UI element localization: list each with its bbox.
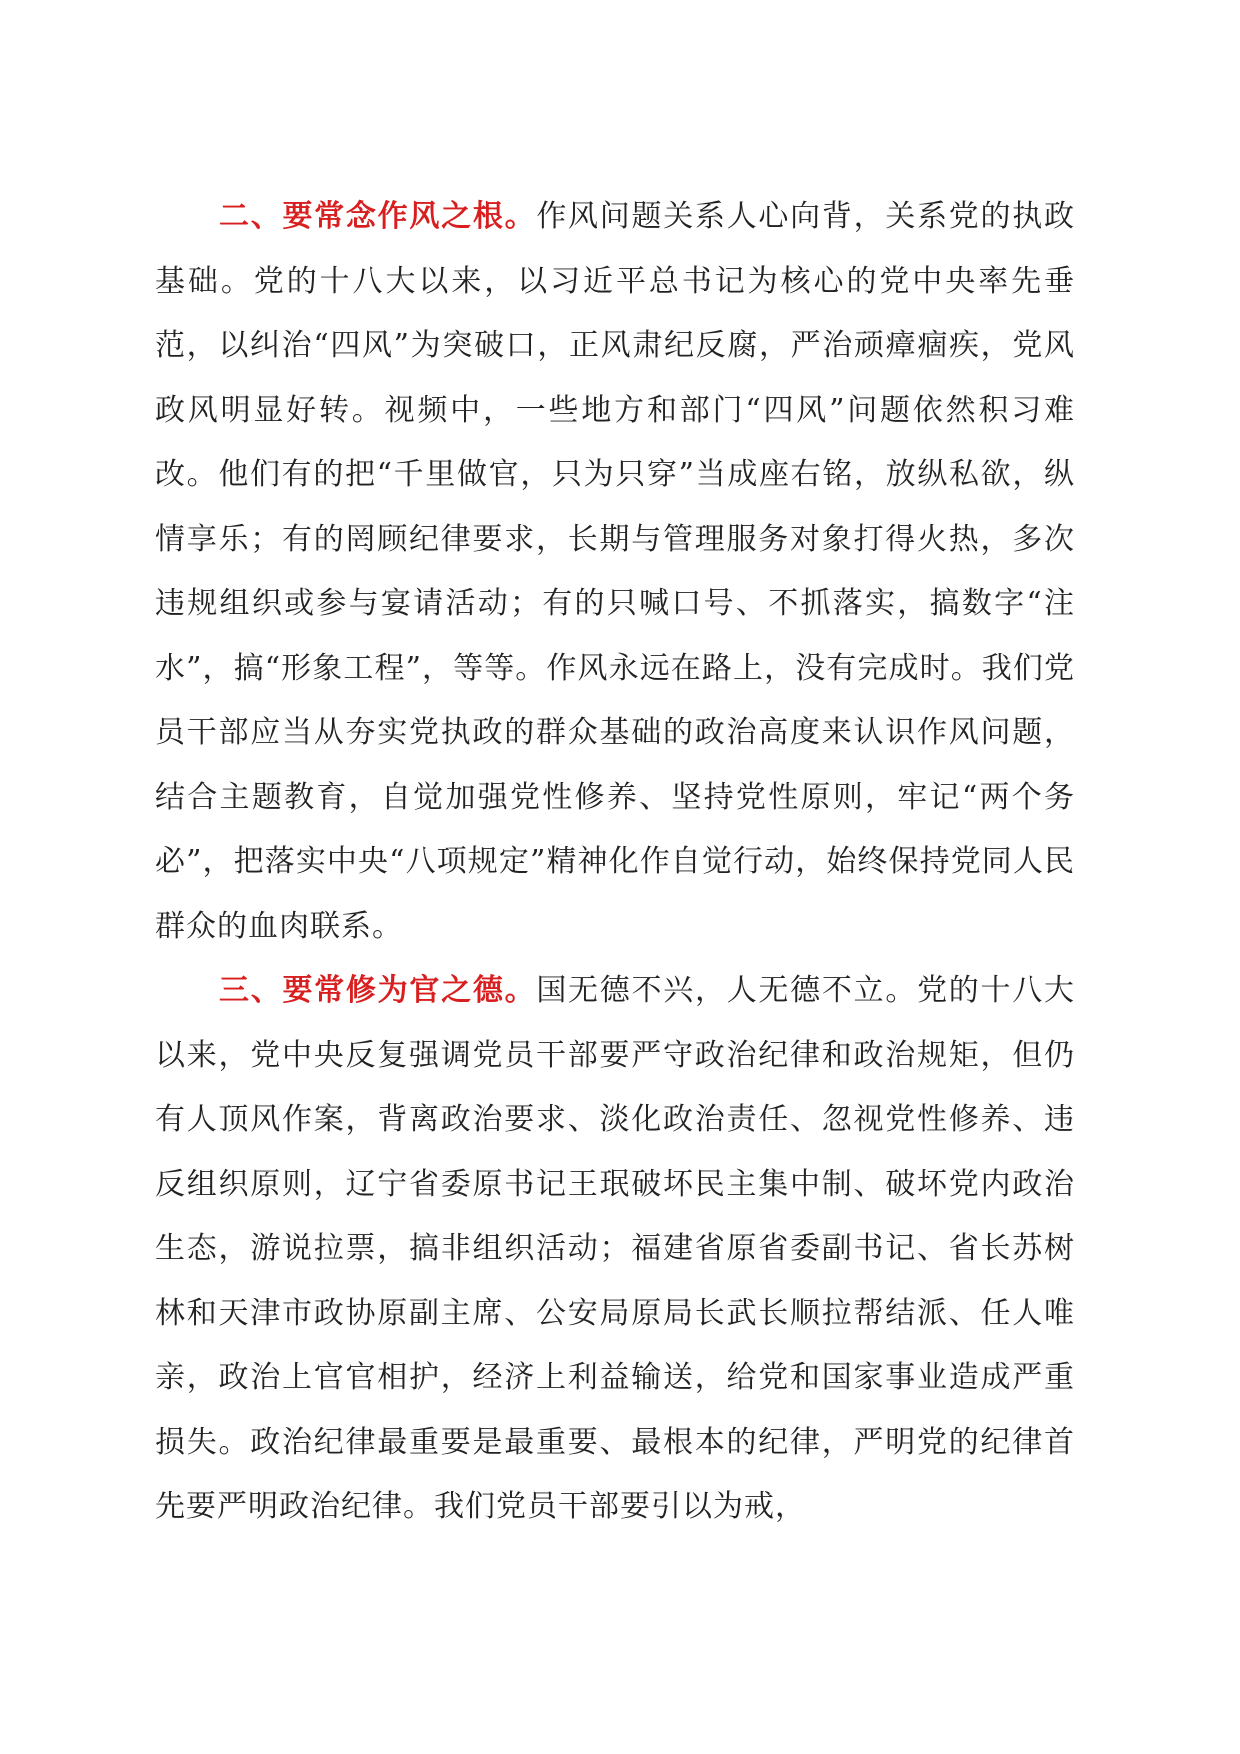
paragraph-heading: 三、要常修为官之德。 [219,973,537,1008]
paragraph-text: 作风问题关系人心向背，关系党的执政基础。党的十八大以来，以习近平总书记为核心的党中央率先垂范，以纠治“四风”为突破口，正风肃纪反腐，严治顽瘴痼疾，党风政风明显好转。视频中，一些地方和部门“四风”问题依然积习难改。他们有的把“千里做官，只为只穿”当成座右铭，放纵私欲，纵情享乐；有的罔顾纪律要求，长期与管理服务对象打得火热，多次违规组织或参与宴请活动；有的只喊口号、不抓落实，搞数字“注水”，搞“形象工程”，等等。作风永远在路上，没有完成时。我们党员干部应当从夯实党执政的群众基础的政治高度来认识作风问题，结合主题教育，自觉加强党性修养、坚持党性原则，牢记“两个务必”，把落实中央“八项规定”精神化作自觉行动，始终保持党同人民群众的血肉联系。 [155,199,1076,944]
paragraph-heading: 二、要常念作风之根。 [219,199,537,234]
document-body [155,185,1075,1540]
paragraph-zuofeng [155,185,1075,959]
paragraph-text: 国无德不兴，人无德不立。党的十八大以来，党中央反复强调党员干部要严守政治纪律和政治规矩，但仍有人顶风作案，背离政治要求、淡化政治责任、忽视党性修养、违反组织原则，辽宁省委原书记王珉破坏民主集中制、破坏党内政治生态，游说拉票，搞非组织活动；福建省原省委副书记、省长苏树林和天津市政协原副主席、公安局原局长武长顺拉帮结派、任人唯亲，政治上官官相护，经济上利益输送，给党和国家事业造成严重损失。政治纪律最重要是最重要、最根本的纪律，严明党的纪律首先要严明政治纪律。我们党员干部要引以为戒， [155,973,1076,1524]
paragraph-guande [155,959,1075,1540]
